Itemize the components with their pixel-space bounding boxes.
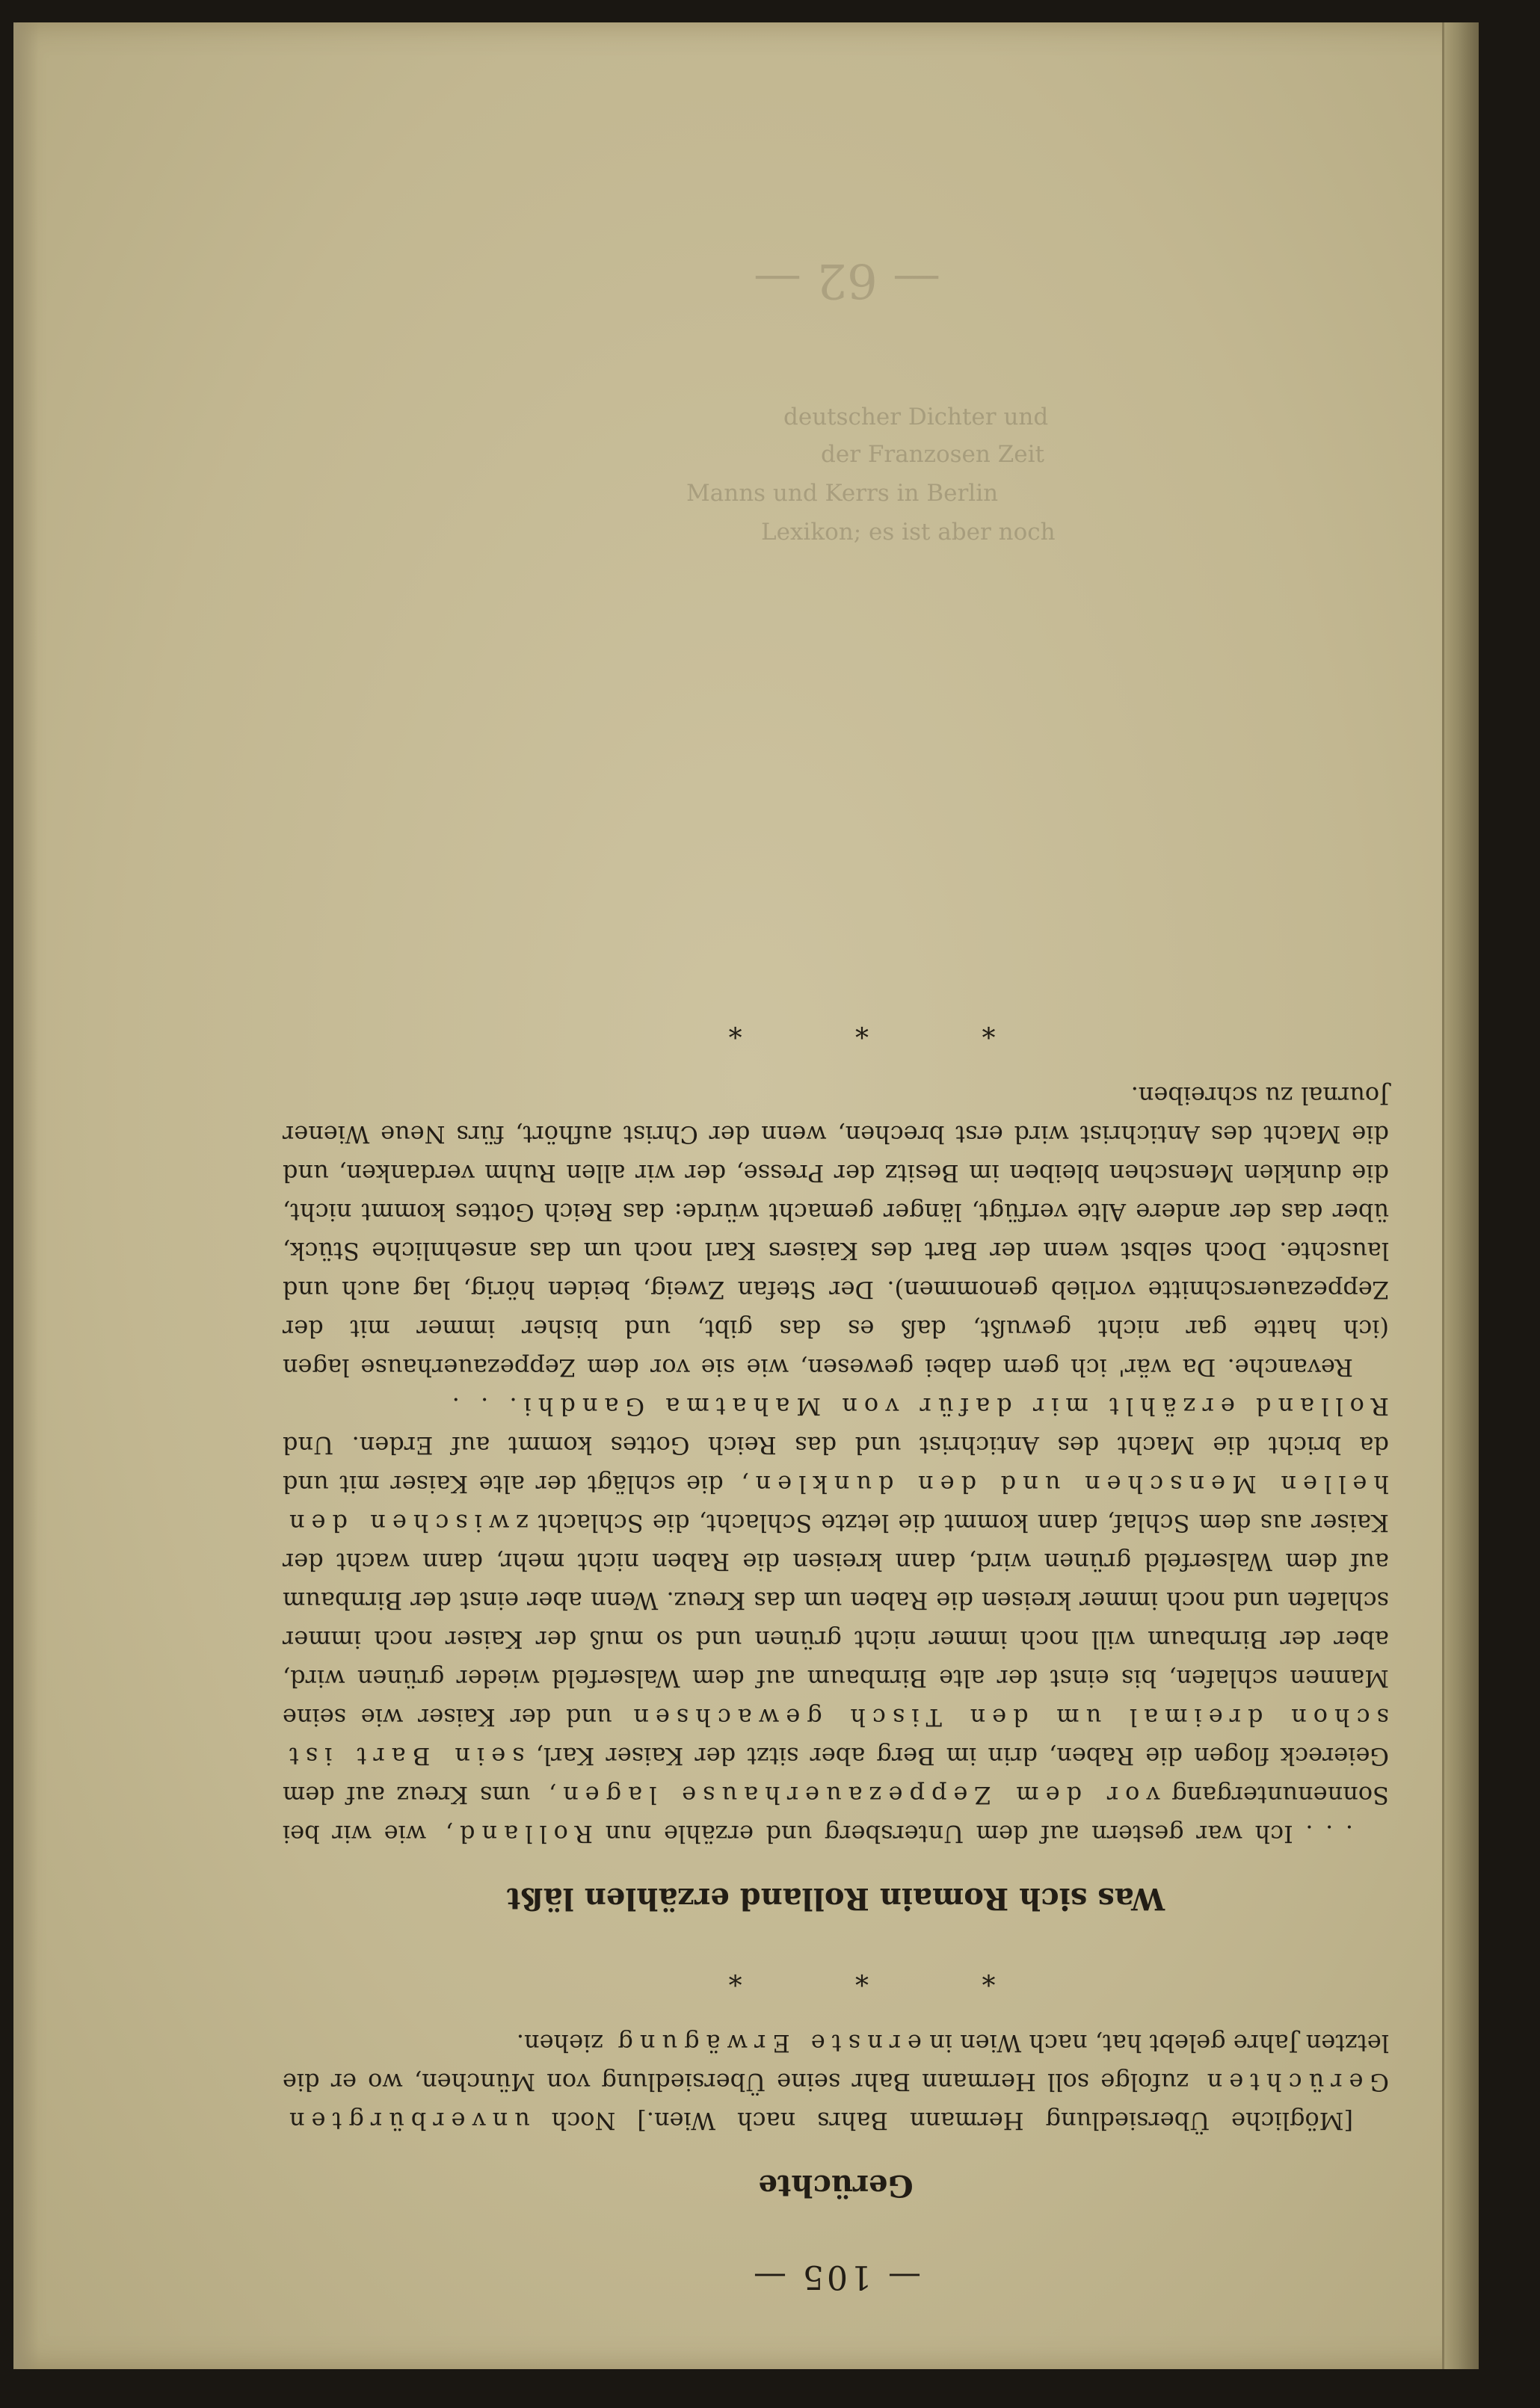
bleed-through-line: der Franzosen Zeit xyxy=(821,441,1044,468)
bleed-through-line: Manns und Kerrs in Berlin xyxy=(686,480,999,507)
spaced-text-run: zwischen den hellen Menschen und den dunklen, xyxy=(282,1470,1389,1537)
section-title-rolland: Was sich Romain Rolland erzählen läßt xyxy=(506,1881,1165,1916)
text-run: zufolge soll Hermann Bahr seine Übersiedlung von München, wo er die letzten Jahre gelebt hat, nach Wien in xyxy=(282,2029,1389,2096)
spaced-text-run: Rolland erzählt mir dafür von Mahatma Gandhi. . . xyxy=(445,1392,1389,1421)
section-title-geruechte: Gerüchte xyxy=(758,2168,914,2203)
spaced-text-run: vor dem Zeppezauerhause lagen, xyxy=(541,1781,1160,1809)
spaced-text-run: Rolland, xyxy=(438,1820,594,1848)
page-content xyxy=(283,970,1389,2296)
text-run: ziehen. xyxy=(516,2029,604,2057)
upside-down-text-block xyxy=(13,22,1540,2408)
text-run: ums Kreuz auf dem Geiereck flogen die Raben, drin im Berg aber sitzt der Kaiser Karl, xyxy=(282,1742,1389,1809)
page-number: — 105 — xyxy=(751,2258,921,2296)
section-separator: * * * xyxy=(676,1960,996,1990)
section-separator: * * * xyxy=(676,1012,996,1043)
paragraph-rolland-2: Revanche. Da wär' ich gern dabei gewesen, wie sie vor dem Zeppezauerhause lagen (ich hatte gar nicht gewußt, daß es das gibt, und bisher immer mit der Zeppezauerschnitte vorlieb genommen). Der Stefan Zweig, beiden hörig, lag auch und lauschte. Doch selbst wenn der Bart des Kaisers Karl noch um das ansehnliche Stück, über das der andere Alte verfügt, länger gemacht würde: das Reich Gottes kommt nicht, die dunklen Menschen bleiben im Besitz der Presse, der wir allen Ruhm verdanken, und die Macht des Antichrist wird erst brechen, wenn der Christ aufhört, fürs Neue Wiener Journal zu schreiben. xyxy=(283,1081,1389,1382)
text-run: und der Kaiser wie seine Mannen schlafen, bis einst der alte Birnbaum auf dem Walserfeld wieder grünen wird, aber der Birnbaum will noch immer nicht grünen und so muß der Kaiser noch immer schlafen und noch immer kreisen die Raben um das Kreuz. Wenn aber einst der Birnbaum auf dem Walserfeld grünen wird, dann kreisen die Raben nicht mehr, dann wacht der Kaiser aus dem Schlaf, dann kommt die letzte Schlacht, die Schlacht xyxy=(282,1509,1389,1732)
spaced-text-run: unverbürgten Gerüchten xyxy=(282,2068,1389,2135)
text-run: die schlägt der alte Kaiser mit und da bricht die Macht des Antichrist und das Reich Gottes kommt auf Erden. Und xyxy=(282,1431,1389,1498)
text-run: [Mögliche Übersiedlung Hermann Bahrs nach Wien.] Noch xyxy=(551,2107,1353,2135)
paragraph-rolland-1 xyxy=(283,1387,1389,1853)
text-run: . . . Ich war gestern auf dem Untersberg und erzähle nun xyxy=(605,1820,1353,1848)
text-run: wie wir bei Sonnenuntergang xyxy=(282,1781,1389,1848)
bleed-through-line: Lexikon; es ist aber noch xyxy=(761,519,1056,546)
bleed-through-line: deutscher Dichter und xyxy=(783,404,1049,430)
book-page xyxy=(13,22,1479,2369)
bleed-through-page-number: — 62 — xyxy=(754,253,941,308)
spaced-text-run: ernste Erwägung xyxy=(611,2029,922,2057)
spaced-text-run: sein Bart ist schon dreimal um den Tisch gewachsen xyxy=(282,1703,1389,1771)
paragraph-bahr xyxy=(283,2024,1389,2140)
